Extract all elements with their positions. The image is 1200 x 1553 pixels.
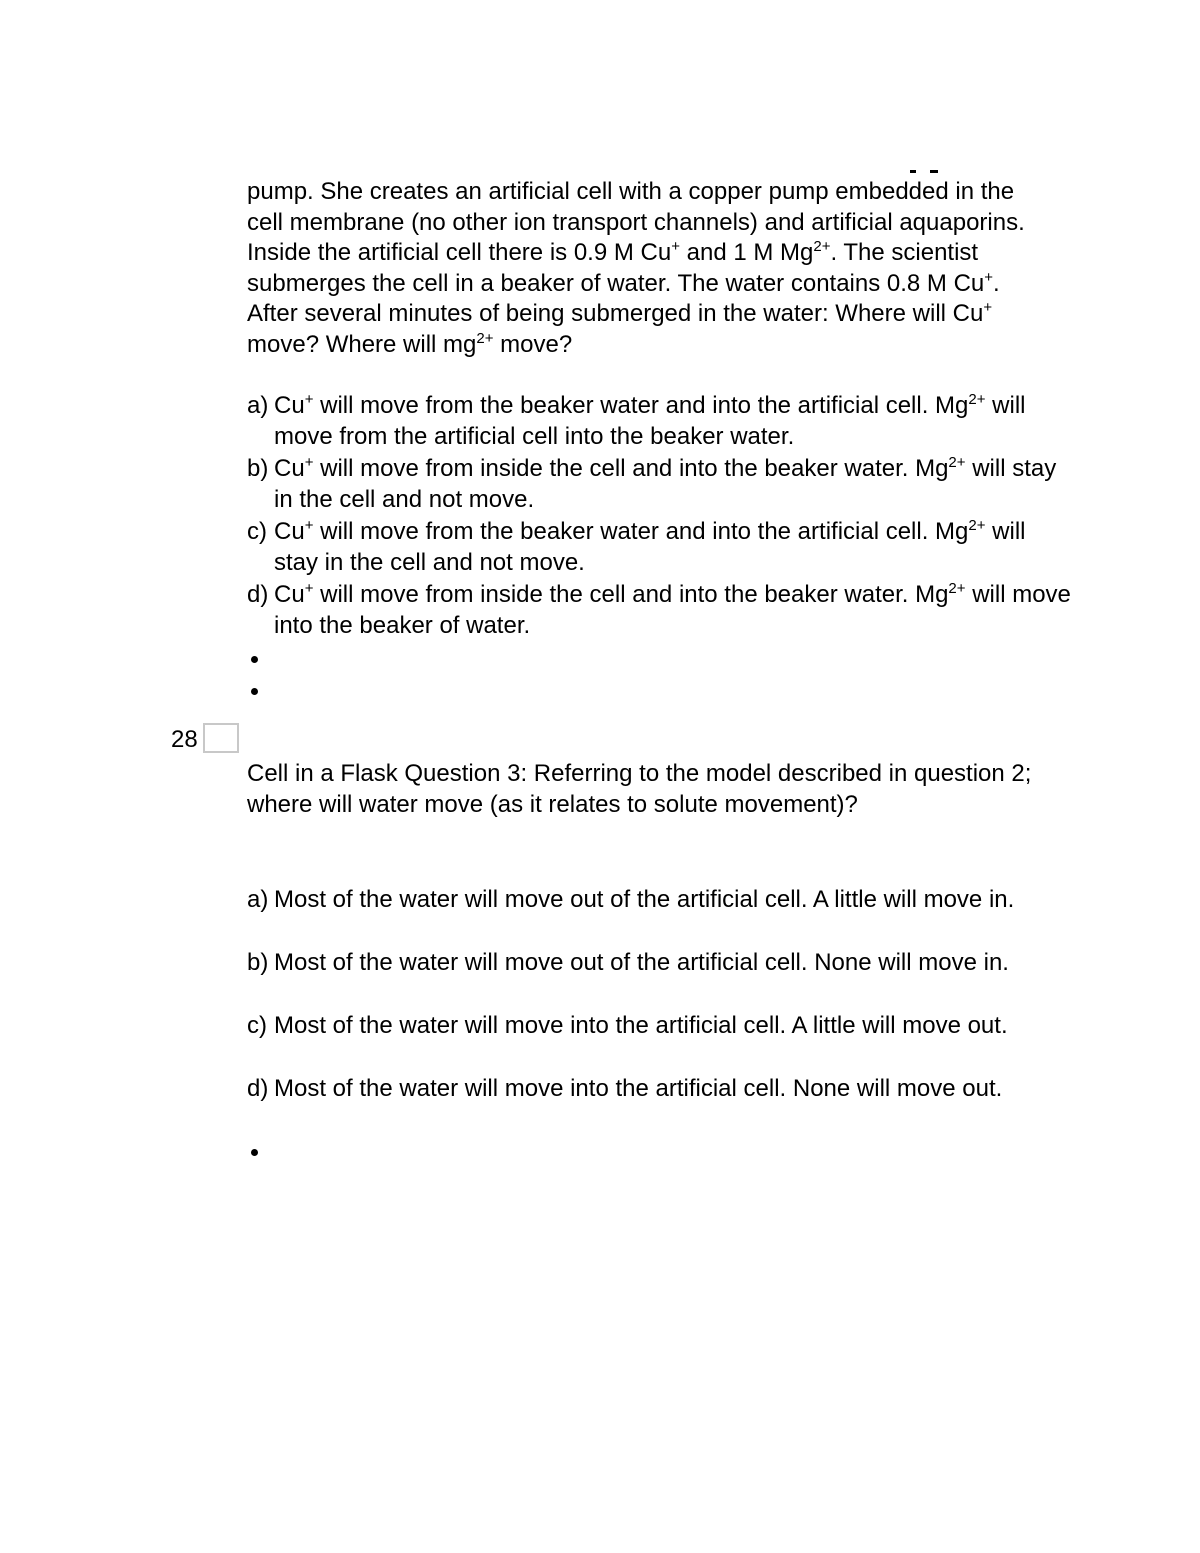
answer-option-a[interactable] [247,391,1074,452]
clipped-text-fragment [900,170,960,176]
bullet-icon [251,656,258,663]
superscript: + [304,517,314,534]
option-text: Cu [274,581,305,608]
stem-text: and 1 M Mg [679,239,814,266]
option-letter: c) [247,518,267,545]
stem-text: . The scientist submerges the cell in a beaker of water. The water contains 0.8 M Cu [247,239,985,297]
question-27-stem [247,177,1047,360]
option-text: will move from the artificial cell into the beaker water. [274,392,1026,450]
option-text: Most of the water will move into the artificial cell. None will move out. [274,1075,1003,1102]
option-letter: a) [247,886,269,913]
option-text: will stay in the cell and not move. [274,455,1057,513]
option-text: Cu [274,455,305,482]
bullet-icon [251,688,258,695]
option-text: Cu [274,392,305,419]
bullet-icon [251,1149,258,1156]
option-text: Most of the water will move out of the artificial cell. A little will move in. [274,886,1015,913]
superscript: 2+ [968,517,986,534]
option-letter: d) [247,581,269,608]
stem-text: . After several minutes of being submerged in the water: Where will Cu [247,269,1000,327]
question-number: 28 [171,726,198,753]
option-letter: a) [247,392,269,419]
superscript: 2+ [948,580,966,597]
answer-option-d[interactable] [247,580,1074,641]
answer-option-a[interactable] [247,885,1074,916]
stem-text: move? Where will mg [247,330,477,358]
option-text: will stay in the cell and not move. [274,518,1026,576]
superscript: 2+ [813,238,831,255]
superscript: 2+ [968,391,986,408]
option-text: will move into the beaker of water. [274,581,1071,639]
option-text: will move from the beaker water and into the artificial cell. Mg [313,392,969,419]
answer-option-c[interactable] [247,517,1074,578]
question-checkbox[interactable] [203,723,239,753]
option-text: Most of the water will move out of the artificial cell. None will move in. [274,949,1009,976]
option-letter: b) [247,455,269,482]
superscript: + [983,299,993,316]
answer-option-d[interactable] [247,1074,1074,1105]
option-text: Most of the water will move into the artificial cell. A little will move out. [274,1012,1008,1039]
question-28-stem: Cell in a Flask Question 3: Referring to the model described in question 2; where will water move (as it relates to solute movement)? [247,760,1032,818]
stem-text: move? [493,330,573,358]
option-letter: d) [247,1075,269,1102]
superscript: 2+ [476,329,494,347]
stem-text: pump. She creates an artificial cell with a copper pump embedded in the cell membrane (no other ion transport channels) and artificial aquaporins. Inside the artificial cell there is 0.9 M Cu [247,178,1025,266]
option-text: Cu [274,518,305,545]
superscript: 2+ [948,454,966,471]
superscript: + [304,580,314,597]
superscript: + [671,238,680,255]
option-letter: b) [247,949,269,976]
superscript: + [304,454,314,471]
answer-option-b[interactable] [247,454,1074,515]
option-text: will move from inside the cell and into the beaker water. Mg [313,581,949,608]
superscript: + [984,268,994,286]
superscript: + [304,391,314,408]
option-letter: c) [247,1012,267,1039]
option-text: will move from the beaker water and into the artificial cell. Mg [313,518,969,545]
answer-option-c[interactable] [247,1011,1074,1042]
option-text: will move from inside the cell and into the beaker water. Mg [313,455,949,482]
answer-option-b[interactable] [247,948,1074,979]
